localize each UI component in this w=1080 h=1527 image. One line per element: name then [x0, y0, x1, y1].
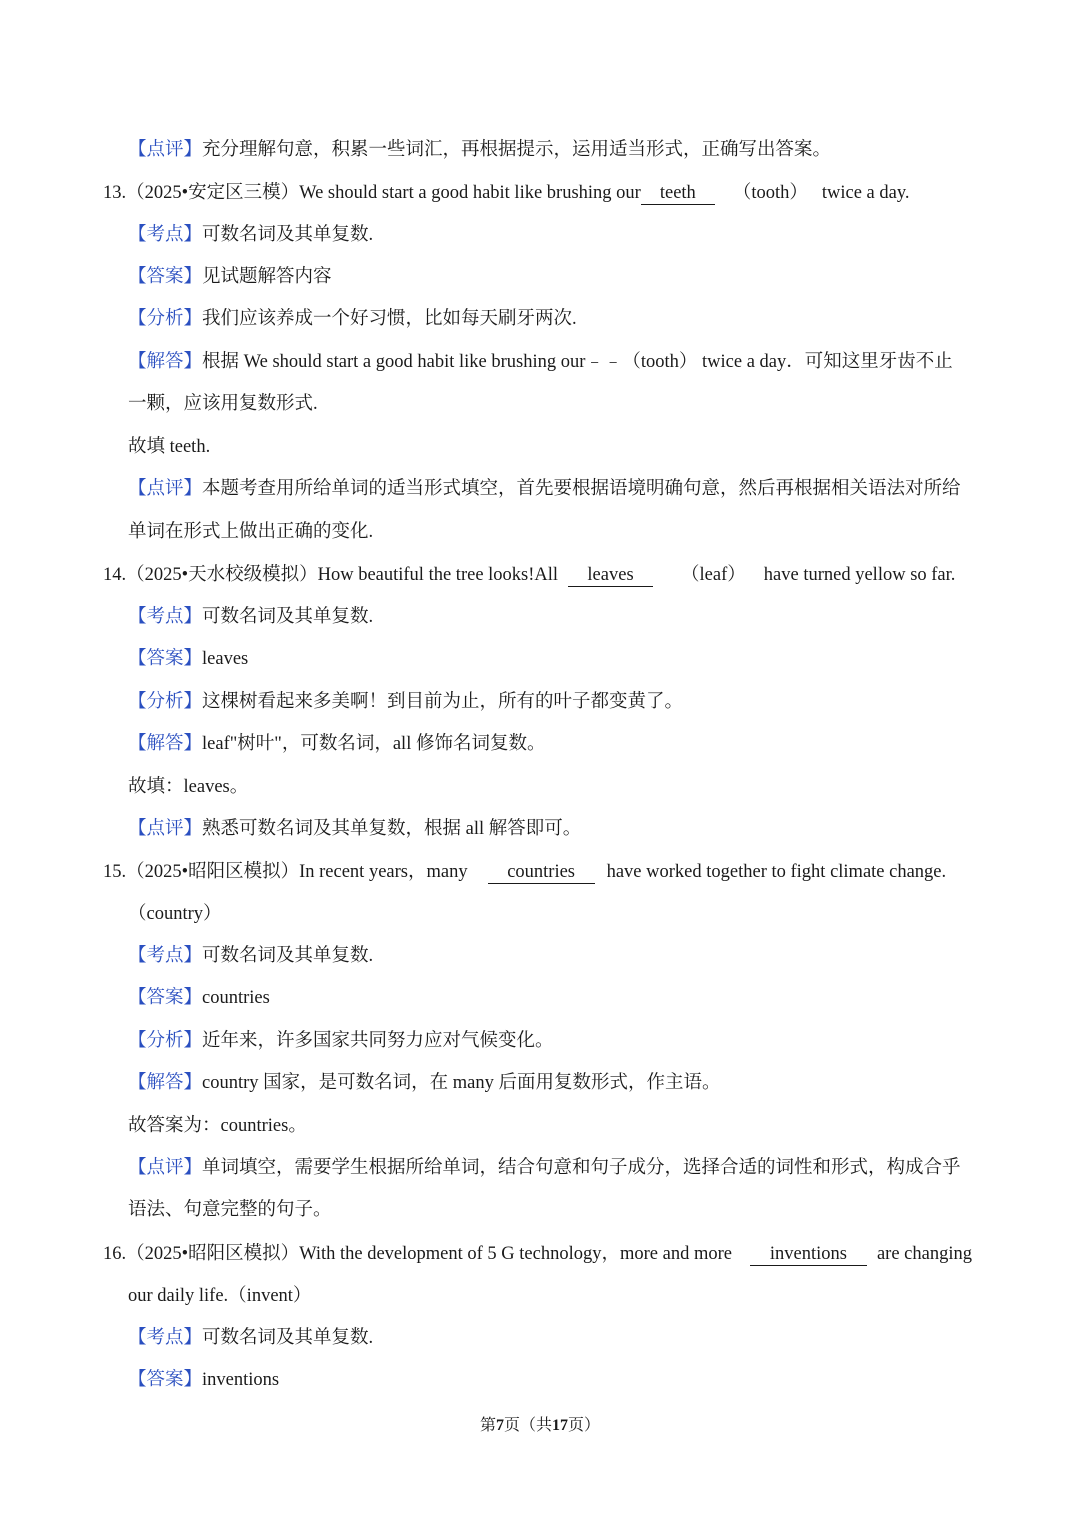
q13-jieda-1: 根据 We should start a good habit like brushing our﹣﹣（tooth） twice a day．可知这里牙齿不止 — [202, 352, 953, 372]
q15-stem-b: have worked together to fight climate change. — [606, 862, 947, 882]
q15-jieda: country 国家，是可数名词，在 many 后面用复数形式，作主语。 — [202, 1073, 721, 1093]
q16-answer-blank: inventions — [750, 1243, 867, 1266]
q13-stem-b: （tooth） — [732, 183, 808, 203]
q14-answer-blank: leaves — [568, 564, 653, 587]
q15-dianping-line-2 — [128, 1193, 1080, 1227]
q14-daan-line — [128, 642, 1080, 676]
prev-review-line — [128, 133, 1080, 167]
q16-kaodian-line — [128, 1321, 1080, 1355]
kaodian-tag: 【考点】 — [128, 1328, 203, 1348]
q15-stem-line-2 — [128, 897, 1080, 931]
q13-answer-blank: teeth — [641, 182, 715, 205]
footer-mid: 页（共 — [503, 1417, 552, 1434]
daan-tag: 【答案】 — [128, 988, 203, 1008]
q13-dianping-2: 单词在形式上做出正确的变化. — [128, 522, 374, 542]
q13-stem-c: twice a day. — [821, 183, 910, 203]
dianping-tag: 【点评】 — [128, 1158, 203, 1178]
q16-stem-c: our daily life.（invent） — [128, 1286, 312, 1306]
q13-kaodian: 可数名词及其单复数. — [202, 225, 374, 245]
q16-daan: inventions — [202, 1370, 280, 1390]
q14-fenxi-line — [128, 685, 1080, 719]
q15-dianping-1: 单词填空，需要学生根据所给单词，结合句意和句子成分，选择合适的词性和形式，构成合乎 — [202, 1158, 961, 1178]
q16-stem-b: are changing — [876, 1244, 972, 1264]
q14-fenxi: 这棵树看起来多美啊！到目前为止，所有的叶子都变黄了。 — [202, 692, 684, 712]
dianping-tag: 【点评】 — [128, 819, 203, 839]
q13-dianping-line-2 — [128, 515, 1080, 549]
footer-pre: 第 — [479, 1417, 496, 1434]
review-text: 充分理解句意，积累一些词汇，再根据提示，运用适当形式，正确写出答案。 — [202, 140, 832, 160]
q16-stem-line-2 — [128, 1279, 1080, 1313]
q14-kaodian-line — [128, 600, 1080, 634]
question-14-stem — [103, 558, 1080, 592]
q14-jieda-line — [128, 727, 1080, 761]
q13-fenxi: 我们应该养成一个好习惯，比如每天刷牙两次. — [202, 309, 577, 329]
q14-kaodian: 可数名词及其单复数. — [202, 607, 374, 627]
daan-tag: 【答案】 — [128, 1370, 203, 1390]
q14-jieda: leaf"树叶"，可数名词，all 修饰名词复数。 — [202, 734, 546, 754]
q13-daan-line — [128, 260, 1080, 294]
footer-total-pages: 17 — [552, 1417, 568, 1434]
kaodian-tag: 【考点】 — [128, 607, 203, 627]
q13-fill: 故填 teeth. — [128, 437, 211, 457]
q16-stem-a: 16.（2025•昭阳区模拟）With the development of 5 G technology，more and more — [103, 1244, 732, 1264]
question-13-stem — [103, 176, 1080, 210]
footer-page-number: 7 — [495, 1417, 504, 1434]
q13-dianping-1: 本题考查用所给单词的适当形式填空，首先要根据语境明确句意，然后再根据相关语法对所给 — [202, 479, 961, 499]
q13-fill-line — [128, 430, 1080, 464]
q13-daan: 见试题解答内容 — [202, 267, 332, 287]
q15-daan-line — [128, 981, 1080, 1015]
q15-stem-a: 15.（2025•昭阳区模拟）In recent years，many — [103, 862, 468, 882]
fenxi-tag: 【分析】 — [128, 309, 203, 329]
jieda-tag: 【解答】 — [128, 734, 203, 754]
q15-fill: 故答案为：countries。 — [128, 1116, 307, 1136]
kaodian-tag: 【考点】 — [128, 225, 203, 245]
q14-dianping: 熟悉可数名词及其单复数，根据 all 解答即可。 — [202, 819, 582, 839]
footer-post: 页） — [568, 1417, 601, 1434]
q15-answer-blank: countries — [488, 861, 595, 884]
q13-jieda-2: 一颗，应该用复数形式. — [128, 394, 318, 414]
daan-tag: 【答案】 — [128, 649, 203, 669]
q15-jieda-line — [128, 1066, 1080, 1100]
q13-kaodian-line — [128, 218, 1080, 252]
q14-stem-b: （leaf） — [681, 565, 746, 585]
q14-daan: leaves — [202, 649, 249, 669]
fenxi-tag: 【分析】 — [128, 692, 203, 712]
q13-stem-a: 13.（2025•安定区三模）We should start a good habit like brushing our — [103, 183, 641, 203]
q13-fenxi-line — [128, 302, 1080, 336]
dianping-tag: 【点评】 — [128, 479, 203, 499]
q15-stem-c: （country） — [128, 904, 222, 924]
fenxi-tag: 【分析】 — [128, 1031, 203, 1051]
daan-tag: 【答案】 — [128, 267, 203, 287]
review-tag: 【点评】 — [128, 140, 203, 160]
q13-jieda-line-1 — [128, 345, 1080, 379]
q14-fill-line — [128, 770, 1080, 804]
q15-fenxi-line — [128, 1024, 1080, 1058]
q15-kaodian: 可数名词及其单复数. — [202, 946, 374, 966]
jieda-tag: 【解答】 — [128, 1073, 203, 1093]
q15-dianping-2: 语法、句意完整的句子。 — [128, 1200, 332, 1220]
q16-kaodian: 可数名词及其单复数. — [202, 1328, 374, 1348]
q15-fill-line — [128, 1109, 1080, 1143]
q15-kaodian-line — [128, 939, 1080, 973]
q14-stem-c: have turned yellow so far. — [763, 565, 956, 585]
page-footer — [0, 1412, 1080, 1440]
kaodian-tag: 【考点】 — [128, 946, 203, 966]
q13-jieda-line-2 — [128, 387, 1080, 421]
q16-daan-line — [128, 1363, 1080, 1397]
q15-fenxi: 近年来，许多国家共同努力应对气候变化。 — [202, 1031, 554, 1051]
q14-dianping-line — [128, 812, 1080, 846]
q15-dianping-line-1 — [128, 1151, 1080, 1185]
q14-stem-a: 14.（2025•天水校级模拟）How beautiful the tree looks!All — [103, 565, 559, 585]
question-15-stem — [103, 855, 1080, 889]
question-16-stem — [103, 1237, 1080, 1271]
q14-fill: 故填：leaves。 — [128, 777, 249, 797]
q15-daan: countries — [202, 988, 270, 1008]
jieda-tag: 【解答】 — [128, 352, 203, 372]
q13-dianping-line-1 — [128, 472, 1080, 506]
